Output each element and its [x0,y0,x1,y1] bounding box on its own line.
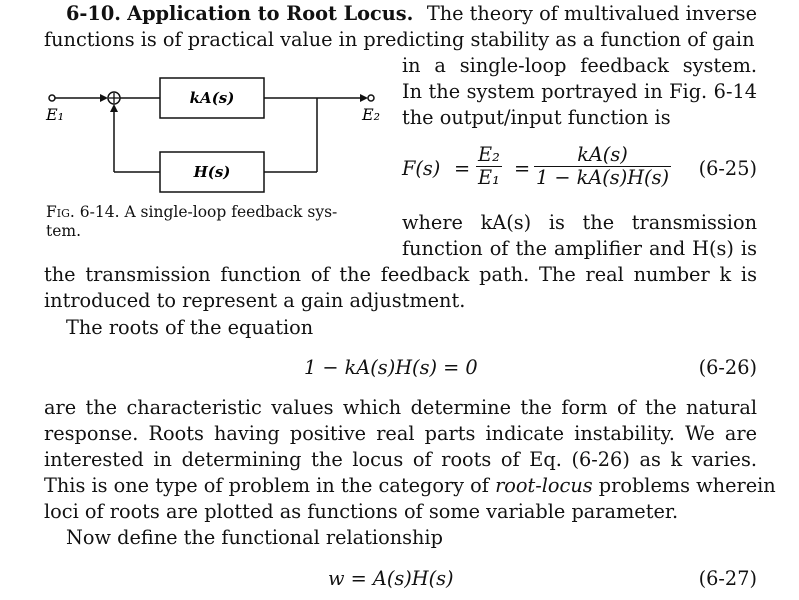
input-terminal [49,95,55,101]
para-after-25-line1: where kA(s) is the transmission [402,211,757,234]
eq25-lhs: F(s) [402,157,441,180]
input-arrow [100,94,108,102]
equation-6-25 [402,142,757,196]
para-char-line4-pre: This is one type of problem in the category of [44,474,496,497]
eq25-fraction-2-num: kA(s) [534,144,671,167]
eq25-equals-1: = [454,157,471,180]
right-col-line-2: In the system portrayed in Fig. 6-14 [402,80,757,103]
output-terminal [368,95,374,101]
para-after-25-line4: introduced to represent a gain adjustment. [44,289,466,312]
feedback-block-label: H(s) [193,163,231,181]
eq26-body: 1 − kA(s)H(s) = 0 [304,356,478,379]
output-arrow [360,94,368,102]
eq25-fraction-2 [534,144,671,189]
para-roots-intro: The roots of the equation [66,316,314,339]
eq25-fraction-1-den: E₁ [478,166,500,189]
right-col-line-3: the output/input function is [402,106,671,129]
para-define: Now define the functional relationship [66,526,443,549]
para-char-line4-italic: root-locus [495,474,593,497]
figure-caption-line2: tem. [46,222,82,240]
intro-line2: functions is of practical value in predicting stability as a function of gain [44,28,755,51]
forward-block-label: kA(s) [189,89,235,107]
para-char-line4 [44,473,776,499]
eq25-number: (6-25) [698,157,757,180]
figure-caption-prefix: Fig. 6-14. [46,203,120,221]
figure-caption-line1 [46,202,337,222]
eq27-body: w = A(s)H(s) [328,567,454,590]
section-number: 6-10. [66,2,121,25]
eq26-number: (6-26) [698,356,757,379]
eq27-number: (6-27) [698,567,757,590]
figure-caption-text: A single-loop feedback sys- [124,203,338,221]
eq25-fraction-2-den: 1 − kA(s)H(s) [536,166,669,189]
eq25-fraction-1-num: E₂ [478,143,500,166]
para-char-line5: loci of roots are plotted as functions of some variable parameter. [44,500,679,523]
section-heading-line [66,1,757,27]
eq25-fraction-1 [476,144,502,189]
para-char-line4-post: problems wherein [592,474,776,497]
para-char-line2: response. Roots having positive real parts indicate instability. We are [44,422,757,445]
output-label: E₂ [362,105,381,124]
para-char-line3: interested in determining the locus of roots of Eq. (6-26) as k varies. [44,448,757,471]
feedback-block-diagram [44,70,390,200]
para-char-line1: are the characteristic values which determine the form of the natural [44,396,757,419]
right-col-line-1: in a single-loop feedback system. [402,54,757,77]
para-after-25-line2: function of the amplifier and H(s) is [402,237,757,260]
feedback-arrow [110,104,118,112]
eq25-equals-2: = [514,157,531,180]
para-after-25-line3: the transmission function of the feedback path. The real number k is [44,263,757,286]
section-title: Application to Root Locus. [127,2,414,25]
input-label: E₁ [46,105,65,124]
intro-line1-tail: The theory of multivalued inverse [426,2,757,25]
